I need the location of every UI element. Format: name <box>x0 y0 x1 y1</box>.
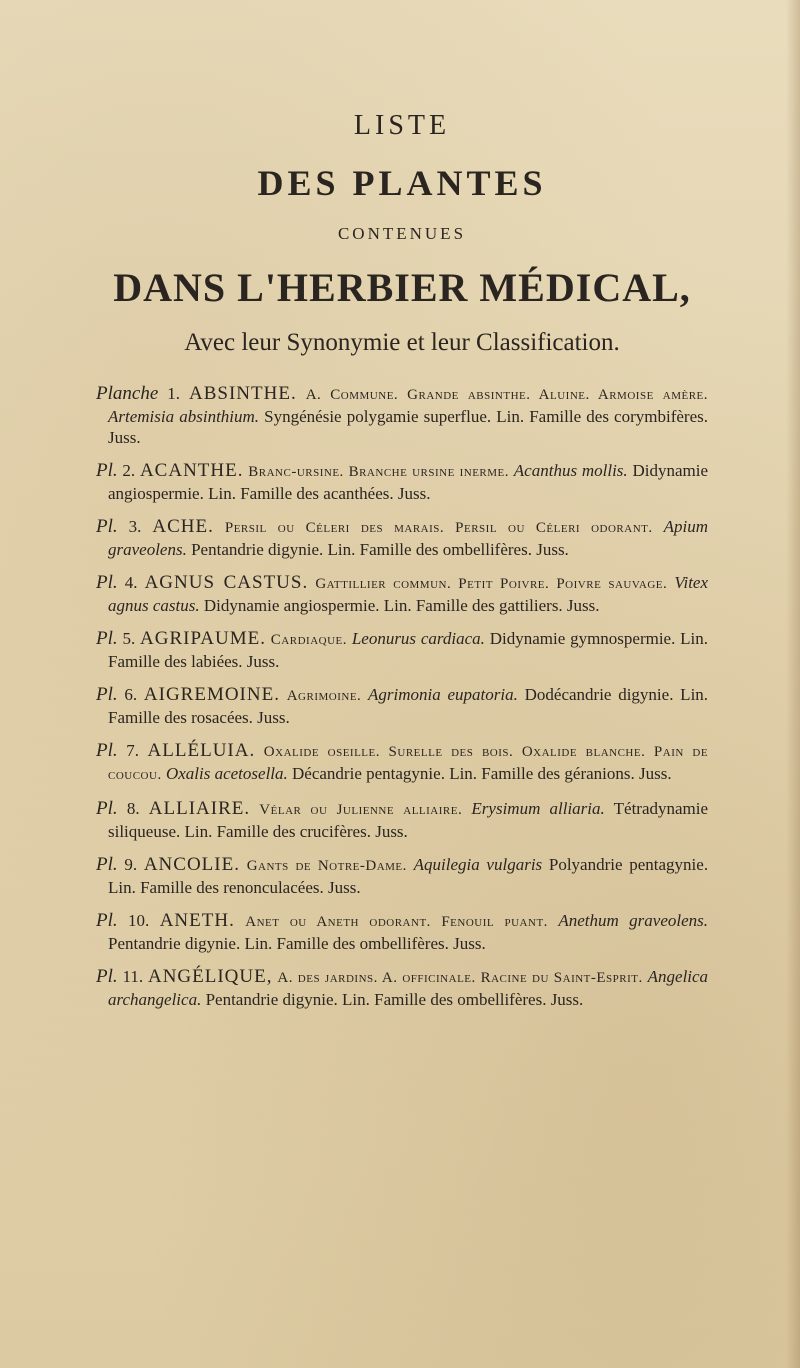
title-liste: LISTE <box>353 110 451 141</box>
plant-entry: Pl. 11. ANGÉLIQUE, A. des jardins. A. officinale. Racine du Saint-Esprit. Angelica archangelica. Pentandrie digynie. Lin. Famille des ombellifères. Juss. <box>96 966 709 1009</box>
plant-list <box>96 383 708 1010</box>
plant-entry: Pl. 2. ACANTHE. Branc-ursine. Branche ursine inerme. Acanthus mollis. Didynamie angiospermie. Lin. Famille des acanthées. Juss. <box>96 460 708 503</box>
title-herbier-medical: DANS L'HERBIER MÉDICAL, <box>113 265 691 310</box>
plant-entry: Pl. 4. AGNUS CASTUS. Gattillier commun. Petit Poivre. Poivre sauvage. Vitex agnus castus. Didynamie angiospermie. Lin. Famille des gattiliers. Juss. <box>96 572 709 615</box>
title-des-plantes: DES PLANTES <box>257 163 547 203</box>
plant-entry: Pl. 9. ANCOLIE. Gants de Notre-Dame. Aquilegia vulgaris Polyandrie pentagynie. Lin. Famille des renonculacées. Juss. <box>96 854 709 897</box>
plant-entry: Pl. 5. AGRIPAUME. Cardiaque. Leonurus cardiaca. Didynamie gymnospermie. Lin. Famille des labiées. Juss. <box>96 628 709 671</box>
plant-entry: Pl. 3. ACHE. Persil ou Céleri des marais. Persil ou Céleri odorant. Apium graveolens. Pentandrie digynie. Lin. Famille des ombellifères. Juss. <box>96 516 708 559</box>
subtitle: Avec leur Synonymie et leur Classification. <box>184 329 620 356</box>
plant-entry: Planche 1. ABSINTHE. A. Commune. Grande absinthe. Aluine. Armoise amère. Artemisia absinthium. Syngénésie polygamie superflue. Lin. Famille des corymbifères. Juss. <box>96 383 709 447</box>
plant-entry: Pl. 8. ALLIAIRE. Vélar ou Julienne alliaire. Erysimum alliaria. Tétradynamie siliqueuse. Lin. Famille des crucifères. Juss. <box>96 798 709 841</box>
page-edge-shadow <box>786 0 800 1368</box>
plant-entry: Pl. 7. ALLÉLUIA. Oxalide oseille. Surelle des bois. Oxalide blanche. Pain de coucou. Oxalis acetosella. Décandrie pentagynie. Lin. Famille des géranions. Juss. <box>96 740 709 783</box>
plant-entry: Pl. 10. ANETH. Anet ou Aneth odorant. Fenouil puant. Anethum graveolens. Pentandrie digynie. Lin. Famille des ombellifères. Juss. <box>96 910 709 953</box>
title-contenues: CONTENUES <box>337 224 467 243</box>
plant-entry: Pl. 6. AIGREMOINE. Agrimoine. Agrimonia eupatoria. Dodécandrie digynie. Lin. Famille des rosacées. Juss. <box>96 684 709 727</box>
